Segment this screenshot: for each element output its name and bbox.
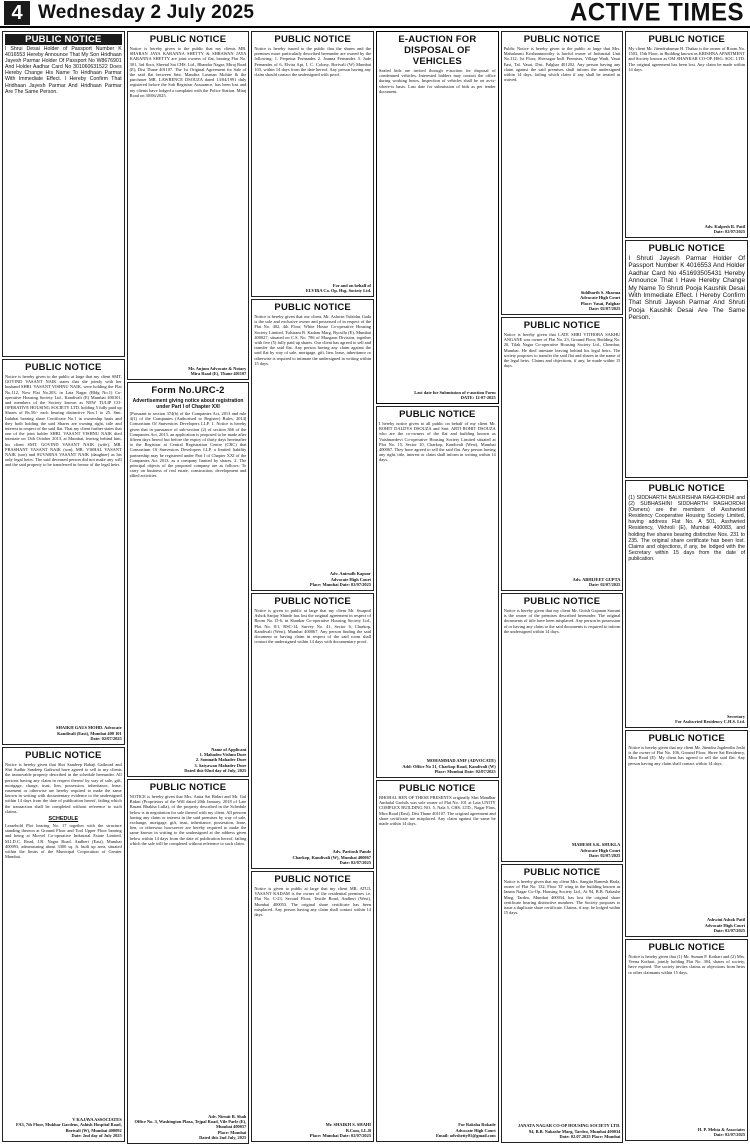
- notice-signature: JANATA NAGAR CO-OP HOUSING SOCIETY LTD. 94, B.B. Nakashe Marg, Tardeo, Mumbai 400034 Date: 02.07.2025 Place: Mumbai: [517, 1123, 621, 1139]
- notice-card: [501, 593, 624, 862]
- notice-card: [625, 730, 748, 937]
- notice-signature: Secretary For Asshwried Residency C.H.S. Ltd.: [675, 713, 746, 724]
- notice-body: I Shrui Desai Holder of Passport Number K 4016553 Hereby Announce That My Son Hridhaan Jayesh Parmar Holder Of Passport No W8676901 And Holder Aadhar Card No 301060631522 Does Hereby Change His Name To Hridhaan Parmar With Immediate Effect. I Hereby Confirm That Hridhaan Jayesh Parmar And Hridhaan Parmar Are The Same Person.: [5, 46, 122, 95]
- notice-card: [501, 31, 624, 315]
- notice-body: Notice is hereby given that Shri Sandeep Babaji Gaikwad and Shri Sudhir Sandeep Gaikwad have agreed to sell to my clients the immovable property described in the schedule hereunder. All persons having any claim in respect thereof by way of sale, gift, mortgage, charge, trust, lien, possession, inheritance, lease, easement or otherwise are hereby required to make the same known in writing with documentary evidence to the undersigned within 14 days from the date of publication hereof, failing which the transaction shall be completed without reference to such claims.: [5, 762, 122, 814]
- issue-date: Wednesday 2 July 2025: [38, 2, 255, 23]
- notice-body: Notice is hereby given that LATE SHRI VITHOBA SAKHU ANGANE was owner of Flat No. 23, Ground Floor, Building No. 20, Tilak Nagar Co-operative Housing Society Ltd., Chembur, Mumbai. He died intestate leaving behind his legal heirs. The society proposes to transfer the said flat and shares in the name of the legal heirs. Claims and objections, if any, be made within 15 days.: [503, 332, 621, 369]
- notice-body: Notice is hereby issued to the public that the shares and the premises more particularly described hereunder are owned by the following: 1. Perpetua Fernandes 2. Joanna Fernandes 3. Jude Fernandes of 6, Elvira Apt, I. C. Colony, Borivali (W) Mumbai 103, within 14 days from the date hereof. Any person having any claim should contact the undersigned with proof.: [254, 46, 372, 78]
- notice-body: NOTICE is hereby given that Mrs. Anita Sai Bidari and Mr. Gul Bidari (Proprietors of the Will dated 20th January, 2018 of Late Basant Bhakha Lulla), of the property described in the Schedule below is in negotiation for sale thereof with my client. All persons having any claim or interest in the said premises by way of sale, exchange, mortgage, gift, trust, inheritance, possession, lease, lien, or otherwise howsoever are hereby required to make the same known in writing to the undersigned at the address given below within 14 days from the date of publication hereof, failing which the sale will be completed without reference to such claim.: [129, 794, 247, 846]
- notice-title: PUBLIC NOTICE: [523, 596, 601, 607]
- notice-title: PUBLIC NOTICE: [648, 483, 725, 494]
- notice-title: PUBLIC NOTICE: [274, 302, 351, 313]
- notice-body: (1) SIDDHARTH BALKRISHNA RAGHORDHI and (2) SUBHASHINI SIDDHARTH RAGHORDHI (Owners) are the members of Asshwried Residency Cooperative Housing Society Limited, having address Flat No. A 501, Asshwried Residency, Vikhroli (E), Mumbai 400083, and holding five shares bearing distinctive Nos. 231 to 235. The original share certificate has been lost. Claims and objections, if any, be lodged with the Secretary within 15 days from the date of publication.: [628, 495, 746, 562]
- notice-schedule-body: Leasehold Plot bearing No. 17 together with the structure standing thereon at Ground Floor and Tool Upper Floor bearing and being at Morvel Co-operative Industrial Estate Limited, M.I.D.C. Road, J.B. Nagar Road, Andheri (East), Mumbai 400093, admeasuring about 3300 sq. ft. built up area, situated within the limits of the Municipal Corporation of Greater Mumbai.: [5, 823, 122, 860]
- notice-body: I hereby notice given to all public on behalf of my client Mr. ROHIT DALDYS DSOUZA and Smt. ARTI ROHIT DSOUZA who are the co-owners of the flat and building known as Vaishnavdevi Co-operative Housing Society Limited situated at Plot No. 15, Sector 10, Charkop, Kandivali (West), Mumbai 400067. They have agreed to sell the said flat. Any person having any right, title, interest or claim shall inform in writing within 14 days.: [379, 421, 496, 463]
- notice-title: PUBLIC NOTICE: [399, 783, 476, 794]
- notice-card: [625, 939, 748, 1141]
- notice-title: PUBLIC NOTICE: [25, 750, 102, 761]
- notice-signature: Adv. Anirudh Kapoor Advocate High Court Place: Mumbai Date: 02/07/2025: [309, 571, 372, 587]
- notice-card: [2, 359, 125, 745]
- notice-body: Sealed bids are invited through e-auction for disposal of condemned vehicles. Interested bidders may contact the office during working hours. Inspection of vehicles shall be on as-is-where-is basis. Last date for submission of bids as per tender document.: [379, 68, 496, 94]
- column-3: [251, 31, 374, 1146]
- notice-card: [251, 871, 374, 1142]
- notice-signature: Mr. Anjum Advocate & Notary Mira Road (E), Thane 401107: [188, 365, 247, 376]
- notice-title: PUBLIC NOTICE: [523, 320, 601, 331]
- notice-signature: Mr. SHAIKH S. SHAHI B.Com, LL.B Place: Mumbai Date: 02/07/2025: [309, 1122, 372, 1138]
- notice-card: [127, 31, 250, 380]
- notice-card: [376, 406, 499, 778]
- notice-signature: Siddharth S. Sharma Advocate High Court Place: Vasai, Palghar Date: 02/07/2025: [580, 290, 621, 311]
- notice-body: Notice is given to public at large that my client MR. ATUL VASANT KADAM is the owner of the residential premises i.e. Flat No. C-23, Second Floor, Textile Road, Andheri (West), Mumbai 400053. The original share certificate has been misplaced. Any person having any claim shall contact within 14 days.: [254, 886, 372, 918]
- notice-title: PUBLIC NOTICE: [5, 34, 122, 45]
- notice-title: PUBLIC NOTICE: [149, 782, 227, 793]
- notice-card: [251, 593, 374, 869]
- column-2: [127, 31, 250, 1146]
- notice-title: PUBLIC NOTICE: [274, 874, 351, 885]
- notice-title: PUBLIC NOTICE: [523, 34, 601, 45]
- notice-card: [501, 317, 624, 591]
- masthead: [0, 0, 750, 28]
- notice-subtitle: Advertisement giving notice about registration under Part I of Chapter XXI: [132, 398, 244, 410]
- notice-body: Notice is hereby given that my client Mr. Jitendra Jagdeodin Joshi is the owner of Flat No. 106, Ground Floor, Shree Sai Residency, Mira Road (E). My client has agreed to sell the said flat. Any person having any claim shall contact within 14 days.: [628, 745, 746, 766]
- notice-body: BHOHAL BEN OF THESE PRESENTS originally Shri Mandhar Ambalal Grohils was sole owner of Flat No. 101 at Lata UNITY COMPLEX BUILDING NO. 5, Nala 5, CHS. LTD., Nagar Flats, Mira Road (East), Dist Thane 401107. The original agreement and share certificate are misplaced. Any claim against the same be made within 14 days.: [379, 795, 496, 827]
- notice-card: [251, 299, 374, 591]
- notice-body: Notice is hereby given that (1) Mr. Suman P. Kothari and (2) Mrs. Veena Kothari, jointly holding Flat No. 304, shares of society, have expired. The society invites claims or objections from heirs or other claimants within 15 days.: [628, 954, 746, 975]
- notice-title: PUBLIC NOTICE: [648, 942, 725, 953]
- notice-body: Notice is hereby given that our client, Mr. Ashwin Tulsidas Gada is the sole and exclusive owner and possessed of in respect of the Flat No. 402, 4th Floor, White House Co-operative Housing Society Limited, Tulsiram B. Kadam Marg, Byculla (E), Mumbai 400027, situated on C.S. No. 786 of Mazgaon Division, together with five (5) fully paid up shares. Our client has agreed to sell and transfer the said flat. Any person having any claim against the said flat by way of sale, mortgage, gift, lien, lease, inheritance or otherwise is required to intimate the undersigned in writing within 15 days.: [254, 314, 372, 366]
- notice-signature: Ashwini Ashok Patil Advocate High Court Date: 02/07/2025: [704, 917, 746, 933]
- notice-card: [251, 31, 374, 297]
- notice-signature: Last date for Submission of e-auction Form DATE: 12-07-2025: [414, 389, 496, 400]
- notice-signature: V KAJAVA ASSOCIATES FA3, 7th Floor, Mukhar Gardens, Ashish Hospital Road, Borivali (W), Mumbai 400092 Date: 2nd day of July 2025: [15, 1117, 122, 1138]
- notice-card: [127, 779, 250, 1144]
- column-5: [501, 31, 624, 1146]
- notice-card: [2, 747, 125, 1142]
- notice-body: Notice is hereby given that my client Mrs. Sangita Ramesh Harla, owner of Flat No. 132, Floor 'D' wing in the building known as Janata Nagar Co-Op. Housing Society Ltd., At 94, B.B. Nakashe Marg, Tardeo, Mumbai 400034, has lost the original share certificate bearing distinctive numbers. The Society proposes to issue a duplicate share certificate. Claims, if any, be lodged within 15 days.: [503, 879, 621, 916]
- notice-signature: For Raksha Rokade Advocate High Court Email: advshetty01@gmail.com: [435, 1122, 496, 1138]
- notice-title: PUBLIC NOTICE: [648, 733, 725, 744]
- notice-title: Form No.URC-2: [151, 385, 225, 396]
- column-1: [2, 31, 125, 1146]
- notice-body: Notice is hereby given to the public that my clients MR. SHARAN JAYA KARANNA SHETTY & SHRAWAN JAYA KARANNA SHETTY are joint owners of flat, bearing Flat No. 301, 3rd floor, Sheetal Sai CHS. Ltd., Bhandar Nagar, Miraj Road (E), Dist Thane 401107. The 1st Original Agreement for Sale of the said flat between Smt. Mandira Laxman Mohite & the purchaser MR. LAWRENCE DSOUZA dated 13/04/1991 duly registered before the Sub Registrar Assurance, has been lost and my clients have lodged a complaint with the Police Station, Miraj Road on 30/06/2025.: [129, 46, 247, 98]
- notice-signature: For and on behalf of ELVIRA Co. Op. Hsg. Society Ltd.: [305, 282, 372, 293]
- notice-title: PUBLIC NOTICE: [523, 867, 601, 878]
- notice-body: Notice is given to public at large that my client Mr. Swapnil Ashok Sanjay Shinde has lost the original agreement in respect of Room No. D-6, in Shankar Co-operative Housing Society Ltd., Plot No. 8/1, RSC-14, Survey No. 41, Sector 6, Charkop, Kandivali (West), Mumbai 400067. Any person finding the said document or having claim in respect of the said room shall contact the undersigned within 14 days with documentary proof.: [254, 608, 372, 645]
- notice-card: [501, 864, 624, 1143]
- notice-signature: H. P. Mehta & Associates Date: 02/07/2025: [697, 1126, 746, 1137]
- notice-title: PUBLIC NOTICE: [648, 34, 725, 45]
- notice-card: [376, 780, 499, 1142]
- notice-title: PUBLIC NOTICE: [274, 596, 351, 607]
- notice-body: Notice is hereby given to the public at large that my client SMT. GOVIND VASANT NAIK states that she jointly with her husband SHRI. VASANT VISHNU NAIK, were holding the Flat No.112, Now Flat No.203, in Lata Nagar (Bldg No.1) Co-operative Housing Society Ltd., Kandivali (E) Mumbai 400101, and members of the Society known as NEW TULIP CO-OPERATIVE HOUSING SOCIETY LTD. holding 5 fully paid up Shares of Rs.50/- each bearing distinctive Nos.1 to 25. Smt. Indubai bearing share Certificate No.1 in ownership basis and they both holding the said Shares are owning right, title and interest in respect of the said flat. That my client further states that one of the joint holder SHRI. VASANT VISHNU NAIK died intestate on 13th October 2013, at Mumbai, leaving behind him, his client SMT. GOVIND VASANT NAIK (wife), MR. PRASHANT VASANT NAIK (son), MR. VISHAL VASANT NAIK (son) and SUVARNA VASANT NAIK (daughter) as his only legal heirs. The said deceased person did not make any will and the said property to be transferred in favour of the legal heirs.: [5, 374, 122, 468]
- notice-signature: Adv. Paritosh Pande Charkop, Kandivali (W), Mumbai 400067 Date: 02/07/2025: [292, 849, 372, 865]
- notice-card: [625, 480, 748, 728]
- notice-schedule-heading: SCHEDULE: [48, 816, 79, 823]
- notice-body: Public Notice is hereby given to the public at large that Mrs. Mahalaxmi Krishnamoorthy is lawful owner of Industrial Unit No.112, 1st Floor, Shivsagar Indl. Premises, Village Wadi, Vasai East, Tal. Vasai, Dist. Palghar 401202. Any person having any claim against the said premises shall inform the undersigned within 14 days, failing which claim if any shall be treated as waived.: [503, 46, 621, 83]
- notice-card: [625, 31, 748, 238]
- notice-signature: SHAIKH GAUS MOHD. Advocate Kandivali (East), Mumbai 400 101 Date: 02/07/2025: [56, 725, 122, 741]
- notice-card: [376, 31, 499, 404]
- notice-title: PUBLIC NOTICE: [25, 362, 102, 373]
- notice-card: [625, 240, 748, 478]
- notice-title: E-AUCTION FOR DISPOSAL OF VEHICLES: [398, 34, 477, 67]
- notice-title: PUBLIC NOTICE: [149, 34, 227, 45]
- notice-title: PUBLIC NOTICE: [648, 243, 725, 254]
- page-number: 4: [4, 1, 30, 25]
- notice-body: Notice is hereby given that my client Mr. Girish Gajanan Sawant is the owner of the premises described hereunder. The original documents of title have been misplaced. Any person in possession of or having any claim to the said documents is required to inform the undersigned within 14 days.: [503, 608, 621, 634]
- column-6: [625, 31, 748, 1146]
- notice-card: [127, 382, 250, 777]
- notice-body: [Pursuant to section 374(b) of the Companies Act, 2013 and rule 4(1) of the Companies (Authorised to Register) Rules, 2014] Consortium Of Sunvestors Developers LLP. 1. Notice is hereby given that in pursuance of sub-section (2) of section 366 of the Companies Act, 2013, an application is proposed to be made after fifteen days hereof but before the expiry of thirty days hereinafter to the Registrar at Central Registration Centre (CRC) that Consortium Of Sunvestors Developers LLP, a limited liability partnership may be registered under Part I of Chapter XXI of the Companies Act 2013, as a company limited by shares. 2. The principal objects of the proposed company are as follows: To carry on business of real estate, construction, development and allied activities.: [129, 411, 247, 479]
- column-4: [376, 31, 499, 1146]
- notice-signature: MOHAMMAD ANIF (ADVOCATE) Add: Office No 31, Charkop Road, Kandivali (W) Place: Mumbai Date: 02/07/2025: [402, 758, 496, 774]
- notice-card: [2, 31, 125, 357]
- notice-signature: Adv. Kalpesh R. Patil Date: 02/07/2025: [704, 223, 746, 234]
- notice-title: PUBLIC NOTICE: [274, 34, 351, 45]
- notice-signature: Adv. Nirmit B. Shah Office No. 3, Washington Plaza, Tejpal Road, Vile Parle (E), Mumbai 400057 Place: Mumbai Dated this 2nd July, 2025: [134, 1113, 247, 1140]
- notice-columns: [2, 31, 748, 1146]
- notice-body: My client Mr. Jitendrakumar H. Thakar is the owner of Room No. 1503, 15th Floor, in Building known as KRISHNA APARTMENT and Society known as OM SHANKAR CO-OP. HSG. SOC. LTD. The original agreement has been lost. Any claim be made within 14 days.: [628, 46, 746, 72]
- notice-signature: Name of Applicant 1. Mahadeo Vishnu Dure 2. Somnath Mahadev Dure 3. Satyawan Mahadev Dure Dated this 02nd day of July, 2025: [184, 746, 247, 773]
- notice-signature: Adv. ABHIJEET GUPTA Date: 02/07/2025: [572, 576, 621, 587]
- newspaper-title: ACTIVE TIMES: [569, 0, 744, 27]
- notice-title: PUBLIC NOTICE: [399, 409, 476, 420]
- notice-signature: MAHESH S.K. SHUKLA Advocate High Court Date: 02/07/2025: [572, 842, 621, 858]
- notice-body: I Shruti Jayesh Parmar Holder Of Passport Number K 4016553 And Holder Aadhar Card No 451693505431 Hereby Announce That I Have Hereby Change My Name To Shruti Pooja Kaushik Desai With Immediate Effect. I Hereby Confirm That Shruti Jayesh Parmar And Shruti Pooja Kaushik Desai Are The Same Person.: [628, 255, 746, 322]
